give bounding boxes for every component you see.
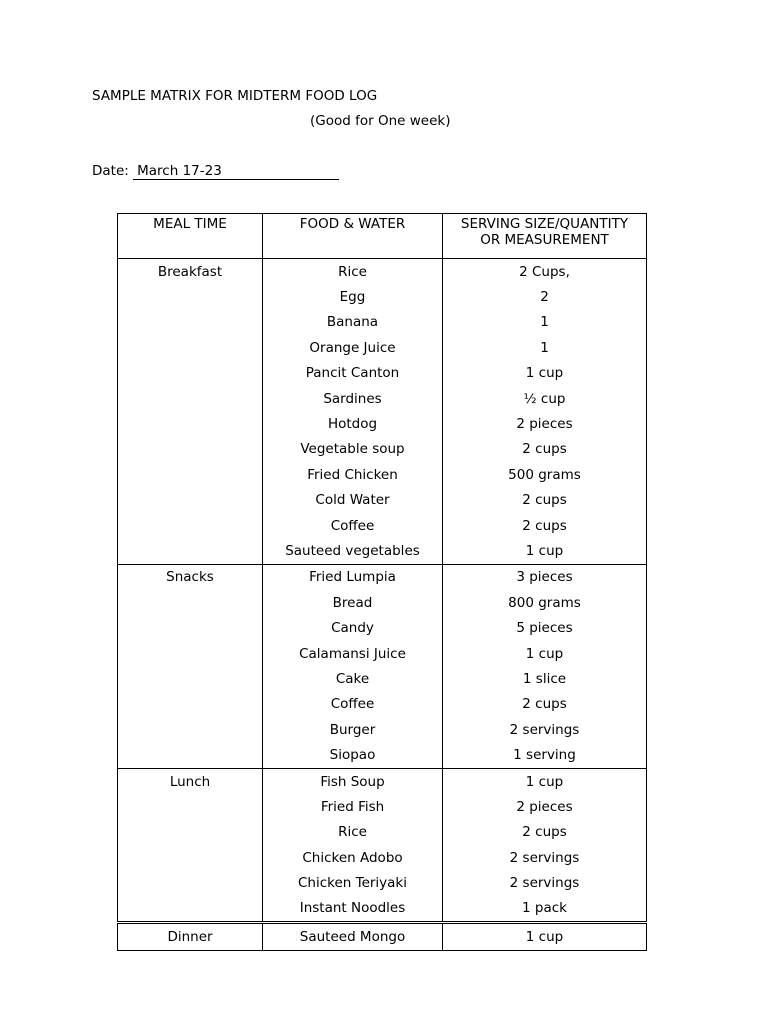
table-row xyxy=(118,896,647,923)
food-cell: Sauteed vegetables xyxy=(263,538,443,564)
table-row xyxy=(118,411,647,436)
table-row xyxy=(118,794,647,819)
food-cell: Coffee xyxy=(263,513,443,538)
food-cell: Coffee xyxy=(263,692,443,717)
serving-cell: ½ cup xyxy=(443,386,647,411)
table-row xyxy=(118,845,647,870)
food-cell: Calamansi Juice xyxy=(263,641,443,666)
table-row xyxy=(118,361,647,386)
header-serving-size: SERVING SIZE/QUANTITY OR MEASUREMENT xyxy=(443,214,647,259)
serving-cell: 2 servings xyxy=(443,870,647,895)
meal-time-cell xyxy=(118,411,263,436)
document-title: SAMPLE MATRIX FOR MIDTERM FOOD LOG xyxy=(92,88,378,104)
meal-time-cell xyxy=(118,845,263,870)
food-cell: Rice xyxy=(263,820,443,845)
table-row xyxy=(118,310,647,335)
table-row xyxy=(118,335,647,360)
food-cell: Fried Chicken xyxy=(263,462,443,487)
meal-time-cell xyxy=(118,870,263,895)
meal-time-cell xyxy=(118,538,263,564)
serving-cell: 1 cup xyxy=(443,641,647,666)
table-row xyxy=(118,615,647,640)
serving-cell: 1 cup xyxy=(443,361,647,386)
table-row xyxy=(118,488,647,513)
header-food-water: FOOD & WATER xyxy=(263,214,443,259)
food-cell: Vegetable soup xyxy=(263,437,443,462)
meal-time-cell xyxy=(118,666,263,691)
food-cell: Rice xyxy=(263,259,443,285)
food-cell: Hotdog xyxy=(263,411,443,436)
meal-time-cell xyxy=(118,361,263,386)
food-cell: Sauteed Mongo xyxy=(263,923,443,950)
table-row xyxy=(118,923,647,950)
table-row xyxy=(118,259,647,285)
food-cell: Bread xyxy=(263,590,443,615)
table-row xyxy=(118,437,647,462)
serving-cell: 1 serving xyxy=(443,742,647,768)
meal-time-cell xyxy=(118,335,263,360)
table-row xyxy=(118,768,647,794)
date-line xyxy=(92,163,339,180)
serving-cell: 2 cups xyxy=(443,513,647,538)
serving-cell: 1 slice xyxy=(443,666,647,691)
table-row xyxy=(118,590,647,615)
meal-time-cell xyxy=(118,794,263,819)
meal-time-cell xyxy=(118,896,263,923)
table-row xyxy=(118,820,647,845)
serving-cell: 2 pieces xyxy=(443,411,647,436)
meal-time-cell: Dinner xyxy=(118,923,263,950)
table-row xyxy=(118,870,647,895)
table-row xyxy=(118,513,647,538)
table-row xyxy=(118,386,647,411)
meal-time-cell xyxy=(118,590,263,615)
food-cell: Burger xyxy=(263,717,443,742)
food-cell: Sardines xyxy=(263,386,443,411)
serving-cell: 1 xyxy=(443,335,647,360)
food-cell: Egg xyxy=(263,284,443,309)
food-log-table xyxy=(117,213,647,951)
meal-time-cell xyxy=(118,437,263,462)
date-value: March 17-23 xyxy=(133,164,339,180)
serving-cell: 2 xyxy=(443,284,647,309)
meal-time-cell xyxy=(118,641,263,666)
table-row xyxy=(118,564,647,590)
food-cell: Cake xyxy=(263,666,443,691)
table-row xyxy=(118,641,647,666)
serving-cell: 2 servings xyxy=(443,845,647,870)
meal-time-cell xyxy=(118,284,263,309)
serving-cell: 1 cup xyxy=(443,923,647,950)
serving-cell: 500 grams xyxy=(443,462,647,487)
meal-time-cell xyxy=(118,513,263,538)
meal-time-cell xyxy=(118,462,263,487)
serving-cell: 2 servings xyxy=(443,717,647,742)
food-cell: Chicken Teriyaki xyxy=(263,870,443,895)
serving-cell: 2 pieces xyxy=(443,794,647,819)
meal-time-cell xyxy=(118,615,263,640)
meal-time-cell xyxy=(118,820,263,845)
food-cell: Fish Soup xyxy=(263,768,443,794)
food-cell: Fried Fish xyxy=(263,794,443,819)
meal-time-cell xyxy=(118,386,263,411)
table-row xyxy=(118,692,647,717)
meal-time-cell: Lunch xyxy=(118,768,263,794)
food-cell: Siopao xyxy=(263,742,443,768)
table-row xyxy=(118,666,647,691)
table-row xyxy=(118,717,647,742)
table-row xyxy=(118,284,647,309)
food-cell: Orange Juice xyxy=(263,335,443,360)
serving-cell: 2 Cups, xyxy=(443,259,647,285)
meal-time-cell xyxy=(118,310,263,335)
serving-cell: 2 cups xyxy=(443,437,647,462)
food-cell: Banana xyxy=(263,310,443,335)
serving-cell: 1 pack xyxy=(443,896,647,923)
table-row xyxy=(118,538,647,564)
meal-time-cell xyxy=(118,717,263,742)
serving-cell: 800 grams xyxy=(443,590,647,615)
table-row xyxy=(118,462,647,487)
serving-cell: 2 cups xyxy=(443,692,647,717)
food-cell: Instant Noodles xyxy=(263,896,443,923)
meal-time-cell xyxy=(118,488,263,513)
serving-cell: 5 pieces xyxy=(443,615,647,640)
food-cell: Fried Lumpia xyxy=(263,564,443,590)
table-row xyxy=(118,742,647,768)
meal-time-cell xyxy=(118,742,263,768)
serving-cell: 1 cup xyxy=(443,768,647,794)
food-cell: Cold Water xyxy=(263,488,443,513)
document-subtitle: (Good for One week) xyxy=(310,113,451,129)
header-meal-time: MEAL TIME xyxy=(118,214,263,259)
food-cell: Candy xyxy=(263,615,443,640)
food-cell: Pancit Canton xyxy=(263,361,443,386)
table-header-row xyxy=(118,214,647,259)
serving-cell: 2 cups xyxy=(443,820,647,845)
serving-cell: 2 cups xyxy=(443,488,647,513)
serving-cell: 1 xyxy=(443,310,647,335)
meal-time-cell: Snacks xyxy=(118,564,263,590)
serving-cell: 3 pieces xyxy=(443,564,647,590)
meal-time-cell xyxy=(118,692,263,717)
serving-cell: 1 cup xyxy=(443,538,647,564)
meal-time-cell: Breakfast xyxy=(118,259,263,285)
table-body xyxy=(118,259,647,951)
date-label: Date: xyxy=(92,163,129,179)
food-cell: Chicken Adobo xyxy=(263,845,443,870)
